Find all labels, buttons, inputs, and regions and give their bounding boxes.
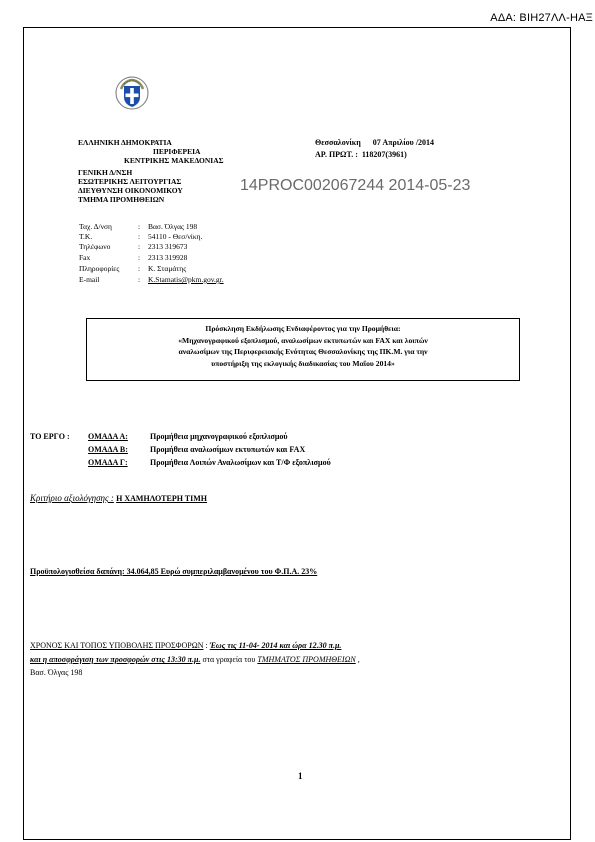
submission-place-dept: ΤΜΗΜΑΤΟΣ ΠΡΟΜΗΘΕΙΩΝ (257, 655, 356, 664)
contact-colon: : (138, 264, 141, 273)
letterhead-line: ΕΣΩΤΕΡΙΚΗΣ ΛΕΙΤΟΥΡΓΙΑΣ (78, 177, 182, 186)
contact-colon: : (138, 275, 141, 284)
contact-label: Πληροφορίες (79, 264, 120, 273)
project-label: ΤΟ ΕΡΓΟ : (30, 432, 70, 441)
contact-colon: : (138, 253, 141, 262)
date-label: Θεσσαλονίκη (315, 138, 361, 147)
submission-title: ΧΡΟΝΟΣ ΚΑΙ ΤΟΠΟΣ ΥΠΟΒΟΛΗΣ ΠΡΟΣΦΟΡΩΝ (30, 641, 204, 650)
invitation-text (87, 323, 519, 369)
contact-value: 54110 - Θεσ/νίκη. (148, 232, 203, 241)
criterion-label: Κριτήριο αξιολόγησης : (30, 493, 114, 503)
submission-place-suffix: , (355, 655, 360, 664)
submission-separator: : (203, 641, 210, 650)
group-desc: Προμήθεια Λοιπών Αναλωσίμων και Τ/Φ εξοπλισμού (150, 458, 331, 467)
contact-value: 2313 319673 (148, 242, 188, 251)
letterhead-line: ΠΕΡΙΦΕΡΕΙΑ (153, 147, 201, 156)
invitation-line: αναλωσίμων της Περιφερειακής Ενότητας Θεσσαλονίκης της ΠΚ.Μ. για την (178, 347, 428, 356)
contact-label: Fax (79, 253, 91, 262)
budget-line: Προϋπολογισθείσα δαπάνη: 34.064,85 Ευρώ συμπεριλαμβανομένου του Φ.Π.Α. 23% (30, 567, 318, 576)
criterion-value: Η ΧΑΜΗΛΟΤΕΡΗ ΤΙΜΗ (116, 494, 208, 503)
group-desc: Προμήθεια μηχανογραφικού εξοπλισμού (150, 432, 288, 441)
contact-value: 2313 319928 (148, 253, 188, 262)
submission-place-prefix: στα γραφεία του (202, 655, 256, 664)
submission-line-1 (30, 641, 341, 650)
invitation-line: «Μηχανογραφικού εξοπλισμού, αναλωσίμων εκτυπωτών και FAX και λοιπών (178, 335, 428, 345)
submission-line-2 (30, 655, 360, 664)
group-desc: Προμήθεια αναλωσίμων εκτυπωτών και FAX (150, 445, 306, 454)
submission-deadline: Έως τις 11-04- 2014 και ώρα 12.30 π.μ. (209, 641, 342, 650)
contact-label: Τ.Κ. (79, 232, 93, 241)
email-link[interactable]: K.Stamatis@pkm.gov.gr. (148, 275, 224, 284)
letterhead-line: ΚΕΝΤΡΙΚΗΣ ΜΑΚΕΔΟΝΙΑΣ (124, 156, 224, 165)
protocol-value: 118207(3961) (361, 150, 407, 159)
invitation-line: υποστήριξη της εκλογικής διαδικασίας του Μαΐου 2014» (211, 358, 395, 368)
date-value: 07 Απριλίου /2014 (372, 138, 435, 147)
contact-label: Ταχ. Δ/νση (79, 222, 112, 231)
contact-colon: : (138, 232, 141, 241)
contact-value: Κ. Σταμάτης (148, 264, 187, 273)
invitation-line: Πρόσκληση Εκδήλωσης Ενδιαφέροντος για την Προμήθεια: (205, 324, 401, 333)
contact-colon: : (138, 222, 141, 231)
letterhead-line: ΔΙΕΥΘΥΝΣΗ ΟΙΚΟΝΟΜΙΚΟΥ (78, 186, 183, 195)
contact-value: Βασ. Όλγας 198 (148, 222, 198, 231)
submission-address: Βασ. Όλγας 198 (30, 668, 83, 677)
criterion-line (30, 493, 207, 503)
letterhead-line: ΕΛΛΗΝΙΚΗ ΔΗΜΟΚΡΑΤΙΑ (78, 138, 172, 147)
protocol-line (315, 150, 407, 159)
contact-label: E-mail (79, 275, 100, 284)
submission-opening: και η αποσφράγιση των προσφορών στις 13:30 π.μ. (30, 655, 201, 664)
protocol-label: ΑΡ. ΠΡΩΤ. : (315, 150, 358, 159)
invitation-box (86, 318, 520, 381)
contact-colon: : (138, 242, 141, 251)
registration-stamp: 14PROC002067244 2014-05-23 (240, 177, 471, 194)
contact-label: Τηλέφωνο (79, 242, 111, 251)
ada-code: ΑΔΑ: ΒΙΗ27ΛΛ-ΗΑΞ (490, 12, 593, 24)
greek-state-emblem-icon (114, 75, 150, 111)
date-line (315, 138, 434, 147)
group-name: ΟΜΑΔΑ Α: (88, 432, 128, 441)
letterhead-line: ΓΕΝΙΚΗ Δ/ΝΣΗ (78, 168, 133, 177)
letterhead-line: ΤΜΗΜΑ ΠΡΟΜΗΘΕΙΩΝ (78, 195, 165, 204)
page-number: 1 (298, 771, 303, 781)
group-name: ΟΜΑΔΑ Β: (88, 445, 128, 454)
group-name: ΟΜΑΔΑ Γ: (88, 458, 128, 467)
